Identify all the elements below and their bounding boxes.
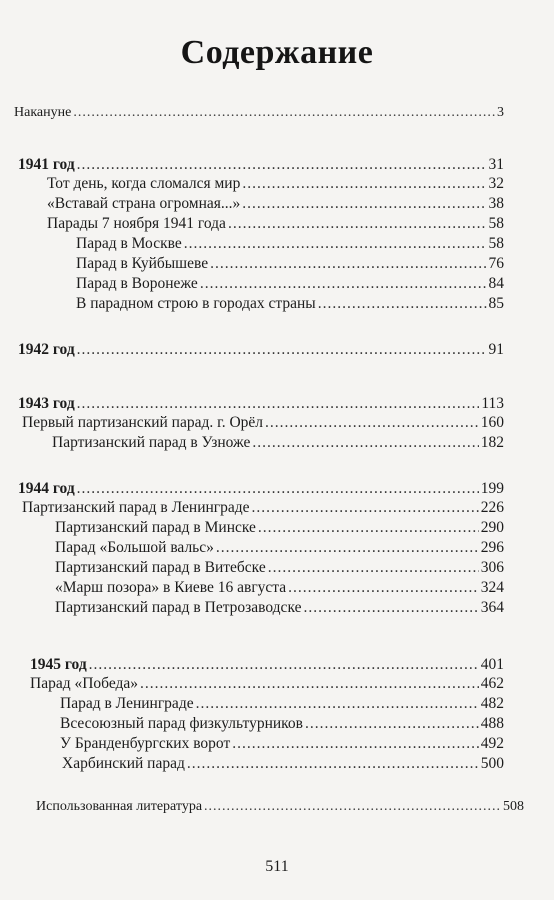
toc-entry-page: 226 (480, 499, 504, 516)
toc-entry-label: Парад «Победа» (30, 675, 139, 692)
leader-dots (252, 498, 479, 518)
toc-entry-page: 199 (480, 480, 504, 497)
toc-entry-page: 85 (488, 295, 504, 312)
toc-entry-page: 182 (480, 434, 504, 451)
page-title: Содержание (180, 34, 374, 71)
toc-entry[interactable] (76, 234, 504, 254)
leader-dots (303, 598, 478, 618)
toc-entry[interactable] (55, 538, 504, 558)
toc-entry[interactable] (76, 294, 504, 314)
toc-entry-page: 401 (480, 656, 504, 673)
leader-dots (288, 578, 479, 598)
toc-entry-page: 482 (480, 695, 504, 712)
toc-entry[interactable] (60, 694, 504, 714)
page-number: 511 (265, 858, 289, 875)
toc-entry[interactable] (55, 598, 504, 618)
toc-entry-page: 58 (488, 235, 504, 252)
toc-entry[interactable] (30, 674, 504, 694)
toc-entry-page: 508 (503, 799, 524, 814)
leader-dots (258, 518, 479, 538)
toc-entry-1941[interactable] (18, 155, 504, 175)
leader-dots (242, 174, 486, 194)
toc-entry-page: 500 (480, 755, 504, 772)
toc-entry-1945[interactable] (30, 655, 504, 675)
toc-entry-label: Всесоюзный парад физкультурников (60, 715, 303, 732)
toc-entry-page: 3 (497, 105, 504, 120)
toc-entry-page: 76 (488, 255, 504, 272)
toc-entry-label: 1944 год (18, 480, 75, 497)
toc-entry-page: 84 (488, 275, 504, 292)
toc-entry-label: 1941 год (18, 156, 75, 173)
leader-dots (232, 734, 478, 754)
toc-entry[interactable] (52, 433, 504, 453)
toc-entry-nakanune[interactable] (14, 103, 504, 123)
toc-entry-page: 113 (481, 395, 504, 412)
leader-dots (252, 433, 478, 453)
toc-entry[interactable] (22, 413, 504, 433)
toc-entry-label: Парад в Куйбышеве (76, 255, 209, 272)
toc-entry-literature[interactable] (36, 797, 524, 817)
toc-entry-page: 364 (480, 599, 504, 616)
toc-entry-label: Парад в Воронеже (76, 275, 198, 292)
toc-entry-label: Партизанский парад в Ленинграде (22, 499, 250, 516)
toc-entry-label: Харбинский парад (62, 755, 185, 772)
toc-entry-label: Использованная литература (36, 799, 203, 814)
toc-entry[interactable] (55, 578, 504, 598)
leader-dots (196, 694, 479, 714)
toc-entry-label: 1943 год (18, 395, 75, 412)
toc-entry-page: 492 (480, 735, 504, 752)
toc-entry-label: Первый партизанский парад. г. Орёл (22, 414, 264, 431)
toc-entry-label: Парад в Москве (76, 235, 182, 252)
leader-dots (77, 394, 480, 414)
toc-entry-label: Партизанский парад в Минске (55, 519, 256, 536)
toc-entry-page: 290 (480, 519, 504, 536)
toc-entry-page: 296 (480, 539, 504, 556)
leader-dots (242, 194, 486, 214)
toc-entry-label: Тот день, когда сломался мир (47, 175, 241, 192)
toc-entry[interactable] (47, 214, 504, 234)
toc-entry-label: Парады 7 ноября 1941 года (47, 215, 226, 232)
toc-entry[interactable] (47, 194, 504, 214)
toc-entry-label: 1942 год (18, 341, 75, 358)
toc-entry[interactable] (60, 734, 504, 754)
leader-dots (77, 479, 479, 499)
leader-dots (318, 294, 487, 314)
toc-entry-page: 58 (488, 215, 504, 232)
toc-entry-page: 488 (480, 715, 504, 732)
toc-entry-label: «Марш позора» в Киеве 16 августа (55, 579, 287, 596)
toc-entry[interactable] (60, 714, 504, 734)
leader-dots (268, 558, 479, 578)
toc-entry[interactable] (62, 754, 504, 774)
toc-entry-page: 324 (480, 579, 504, 596)
leader-dots (305, 714, 479, 734)
leader-dots (77, 155, 487, 175)
toc-entry-page: 32 (488, 175, 504, 192)
toc-entry-label: 1945 год (30, 656, 87, 673)
toc-entry-1944[interactable] (18, 479, 504, 499)
toc-entry-label: У Бранденбургских ворот (60, 735, 231, 752)
toc-entry-label: Парад в Ленинграде (60, 695, 194, 712)
leader-dots (210, 254, 486, 274)
toc-entry[interactable] (55, 518, 504, 538)
leader-dots (187, 754, 479, 774)
toc-entry-label: Партизанский парад в Петрозаводске (55, 599, 302, 616)
toc-entry-page: 306 (480, 559, 504, 576)
toc-entry-page: 91 (488, 341, 504, 358)
toc-entry-page: 31 (488, 156, 504, 173)
toc-entry-label: Парад «Большой вальс» (55, 539, 214, 556)
toc-entry-label: «Вставай страна огромная...» (47, 195, 241, 212)
leader-dots (216, 538, 479, 558)
toc-entry-1943[interactable] (18, 394, 504, 414)
leader-dots (200, 274, 487, 294)
leader-dots (204, 797, 501, 817)
leader-dots (265, 413, 479, 433)
toc-entry-page: 160 (480, 414, 504, 431)
leader-dots (89, 655, 479, 675)
toc-entry-label: Партизанский парад в Витебске (55, 559, 266, 576)
leader-dots (184, 234, 487, 254)
leader-dots (140, 674, 479, 694)
toc-entry-label: Партизанский парад в Узноже (52, 434, 251, 451)
toc-entry-1942[interactable] (18, 340, 504, 360)
leader-dots (77, 340, 487, 360)
toc-entry[interactable] (47, 174, 504, 194)
leader-dots (228, 214, 487, 234)
toc-entry-page: 38 (488, 195, 504, 212)
toc-entry-label: В парадном строю в городах страны (76, 295, 316, 312)
toc-entry[interactable] (76, 254, 504, 274)
toc-entry-label: Накануне (14, 105, 72, 120)
toc-entry-page: 462 (480, 675, 504, 692)
toc-entry[interactable] (76, 274, 504, 294)
toc-entry[interactable] (55, 558, 504, 578)
leader-dots (73, 103, 495, 123)
toc-entry[interactable] (22, 498, 504, 518)
